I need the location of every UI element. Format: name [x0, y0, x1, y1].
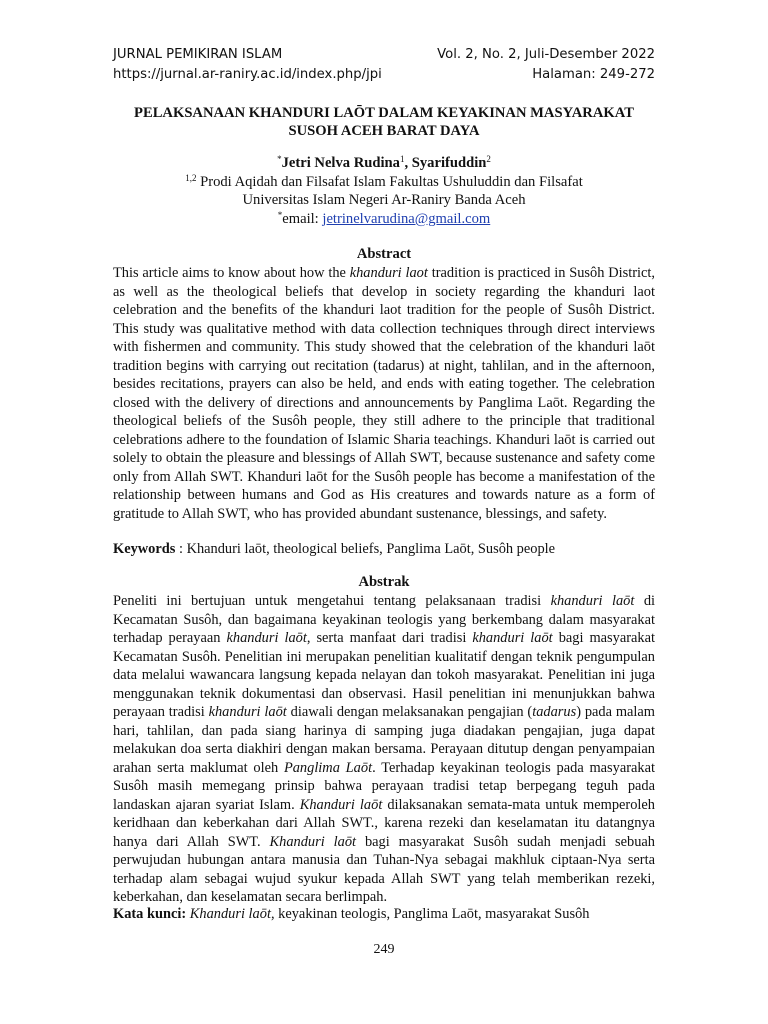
author-1: Jetri Nelva Rudina	[281, 155, 400, 171]
abstract-en-italic-1: khanduri laot	[349, 265, 428, 281]
abstract-en-text-2: tradition is practiced in Susôh District, as well as the theological beliefs that develop in society regarding the khanduri laot celebration and the benefits of the khanduri laot tradition for the people of Susôh District. This study was qualitative method with data collection techniques through direct interviews with fishermen and community. This study showed that the celebration of the khanduri laōt tradition begins with carrying out recitation (tadarus) at night, tahlilan, and in the afternoon, besides recitations, prayers can also be held, and ends with eating together. The celebration closed with the delivery of directions and announcements by Panglima Laōt. Regarding the theological beliefs of the Susôh people, they still adhere to the principle that traditional celebrations adhere to the foundation of Islamic Sharia teachings. Khanduri laōt is carried out solely to obtain the pleasure and blessings of Allah SWT, because sustenance and safety come only from Allah SWT. Khanduri laōt for the Susôh people has become a manifestation of the relationship between humans and God as His creatures and towards nature as a form of gratitude to Allah SWT, who has provided abundant sustenance, blessings, and safety.	[113, 265, 655, 522]
keywords-label: Keywords	[113, 541, 176, 557]
abstrak-text-1: Peneliti ini bertujuan untuk mengetahui tentang pelaksanaan tradisi	[113, 593, 551, 609]
author-1-sup: 1	[399, 154, 405, 164]
abstract-en-body	[113, 264, 655, 523]
abstrak-italic-1: khanduri laōt	[550, 593, 635, 609]
abstrak-text-9: bagi masyarakat Susôh sudah menjadi sebuah perwujudan hubungan antara manusia dan Tuhan-Nya sebagai makhluk ciptaan-Nya serta terhadap alam sebagai wujud syukur kepada Allah SWT yang telah memberikan rezeki, keberkahan, dan keselamatan secara berlimpah.	[113, 833, 655, 905]
page-number: 249	[373, 942, 395, 957]
abstract-id-body	[113, 592, 655, 907]
email-line	[113, 210, 655, 229]
affiliation-text-1: Prodi Aqidah dan Filsafat Islam Fakultas Ushuluddin dan Filsafat	[196, 173, 583, 190]
kata-kunci-italic: Khanduri laōt	[189, 906, 271, 922]
volume-info: Vol. 2, No. 2, Juli-Desember 2022	[437, 47, 655, 62]
abstrak-italic-2: khanduri laōt	[226, 630, 307, 646]
email-mark: *	[277, 209, 283, 220]
affiliation-line-1	[113, 173, 655, 192]
abstract-heading: Abstract	[356, 246, 412, 262]
kata-kunci-line	[113, 905, 655, 924]
abstrak-italic-5: tadarus	[532, 704, 577, 720]
author-block	[113, 154, 655, 228]
abstrak-italic-3: khanduri laōt	[472, 630, 553, 646]
abstrak-text-6: ) pada malam hari, tahlilan, dan pada siang harinya di samping juga diadakan pengajian, juga dapat melakukan doa serta diakhiri dengan makan bersama. Perayaan ditutup dengan penyampaian arahan serta maklumat oleh	[113, 704, 655, 776]
title-line-1: PELAKSANAAN KHANDURI LAŌT DALAM KEYAKINAN MASYARAKAT	[134, 105, 634, 121]
abstrak-italic-4: khanduri laōt	[208, 704, 287, 720]
keywords-text: Khanduri laōt, theological beliefs, Panglima Laōt, Susôh people	[186, 541, 556, 557]
running-header	[113, 45, 655, 84]
abstrak-text-3: , serta manfaat dari tradisi	[306, 630, 473, 646]
affiliation-line-2: Universitas Islam Negeri Ar-Raniry Banda Aceh	[242, 192, 526, 208]
affiliation-sup: 1,2	[185, 172, 197, 183]
abstrak-text-2: di Kecamatan Susôh, dan bagaimana keyakinan teologis yang berkembang dalam masyarakat terhadap perayaan	[113, 593, 656, 646]
abstrak-text-5: diawali dengan melaksanakan pengajian (	[286, 704, 533, 720]
page-range: Halaman: 249-272	[532, 66, 655, 82]
abstrak-italic-7: Khanduri laōt	[299, 796, 383, 813]
abstrak-text-8: dilaksanakan semata-mata untuk memperoleh keridhaan dan keberkahan dari Allah SWT., karena rezeki dan keselamatan itu datangnya hanya dari Allah SWT.	[113, 796, 655, 850]
author-2: Syarifuddin	[411, 155, 487, 171]
email-link[interactable]: jetrinelvarudina@gmail.com	[322, 210, 491, 227]
corresponding-mark: *	[277, 154, 282, 164]
email-label: email:	[282, 210, 323, 227]
author-separator: ,	[404, 155, 412, 171]
article-title	[113, 104, 655, 140]
abstrak-italic-8: Khanduri laōt	[269, 833, 357, 850]
abstract-en-text-1: This article aims to know about how the	[113, 265, 350, 281]
author-names	[113, 154, 655, 173]
keywords-separator: :	[175, 541, 187, 557]
abstrak-text-4: bagi masyarakat Kecamatan Susôh. Penelitian ini merupakan penelitian kualitatif dengan teknik pengumpulan data melalui wawancara langsung kepada nelayan dan tokoh masyarakat. Penelitian ini juga menggunakan teknik dokumentasi dan observasi. Hasil penelitian ini menunjukkan bahwa perayaan tradisi	[113, 630, 655, 720]
journal-name: JURNAL PEMIKIRAN ISLAM	[113, 47, 283, 62]
kata-kunci-text: , keyakinan teologis, Panglima Laōt, masyarakat Susôh	[270, 906, 590, 922]
journal-url[interactable]: https://jurnal.ar-raniry.ac.id/index.php/jpi	[113, 66, 382, 82]
title-line-2: SUSOH ACEH BARAT DAYA	[288, 123, 480, 139]
kata-kunci-label: Kata kunci:	[113, 906, 187, 922]
abstrak-heading: Abstrak	[358, 574, 410, 590]
abstrak-text-7: . Terhadap keyakinan teologis pada masyarakat Susôh masih memegang prinsip bahwa perayaan tradisi tetap berpegang teguh pada landaskan ajaran syariat Islam.	[113, 759, 656, 813]
keywords-line	[113, 540, 655, 559]
author-2-sup: 2	[486, 154, 491, 164]
abstrak-italic-6: Panglima Laōt	[283, 759, 373, 776]
